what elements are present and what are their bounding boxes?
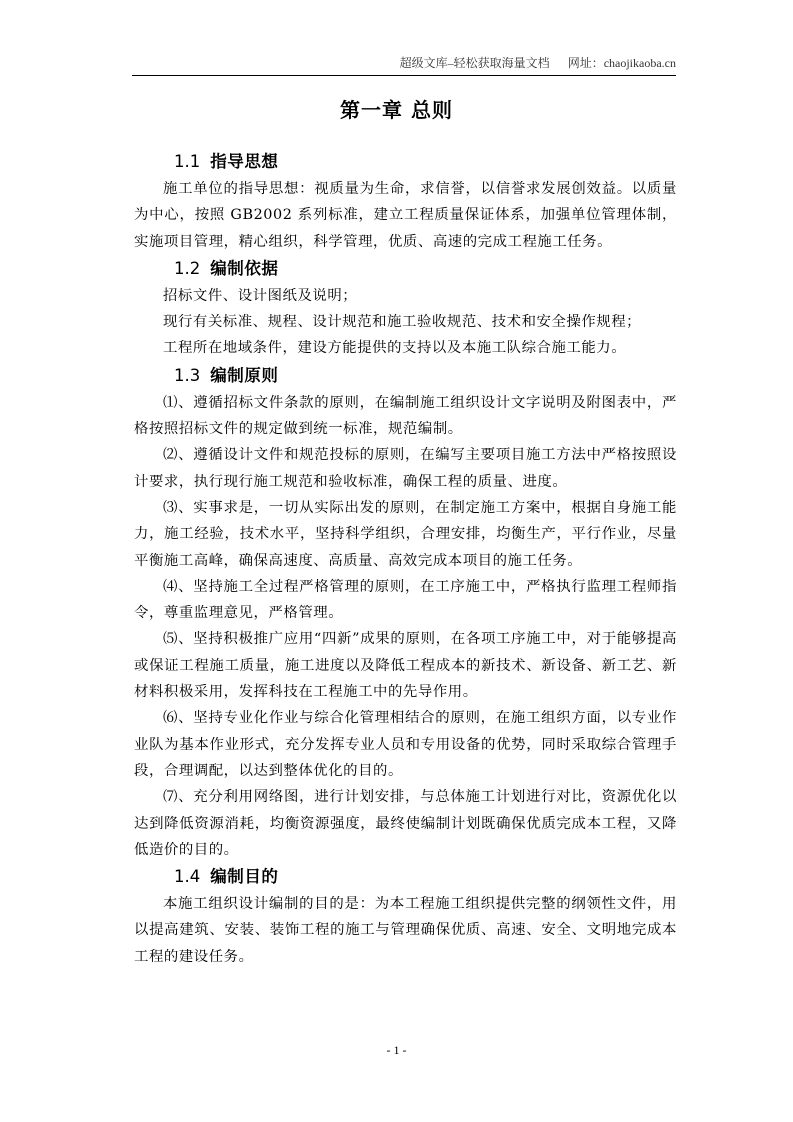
paragraph: 本施工组织设计编制的目的是：为本工程施工组织提供完整的纲领性文件，用以提高建筑、安装、装饰工程的施工与管理确保优质、高速、安全、文明地完成本工程的建设任务。 — [134, 896, 677, 965]
page-number: - 1 - — [386, 1043, 407, 1057]
section-heading — [134, 863, 677, 891]
document-body — [134, 148, 677, 970]
section-number: 1.3 — [174, 365, 201, 385]
section-compilation-principles — [134, 362, 677, 863]
paragraph: 施工单位的指导思想：视质量为生命，求信誉，以信誉求发展创效益。以质量为中心，按照 GB2002 系列标准，建立工程质量保证体系，加强单位管理体制，实施项目管理，精心组织，科学管理，优质、高速的完成工程施工任务。 — [134, 181, 677, 250]
section-heading — [134, 148, 677, 176]
section-title: 编制目的 — [210, 867, 279, 887]
chapter-title: 第一章 总则 — [340, 98, 453, 122]
principle-item: ⑺、充分利用网络图，进行计划安排，与总体施工计划进行对比，资源优化以达到降低资源消耗，均衡资源强度，最终使编制计划既确保优质完成本工程，又降低造价的目的。 — [134, 789, 677, 858]
paragraph: 工程所在地域条件，建设方能提供的支持以及本施工队综合施工能力。 — [163, 340, 627, 357]
section-guiding-ideology — [134, 148, 677, 255]
paragraph: 招标文件、设计图纸及说明； — [163, 287, 358, 304]
paragraph: 现行有关标准、规程、设计规范和施工验收规范、技术和安全操作规程； — [163, 314, 642, 331]
section-heading — [134, 255, 677, 283]
header-library-text: 超级文库–轻松获取海量文档 — [399, 56, 550, 70]
section-compilation-basis — [134, 255, 677, 362]
section-number: 1.1 — [174, 152, 201, 171]
section-number: 1.2 — [174, 258, 201, 278]
principle-item: ⑸、坚持积极推广应用“四新”成果的原则，在各项工序施工中，对于能够提高或保证工程施工质量，施工进度以及降低工程成本的新技术、新设备、新工艺、新材料积极采用，发挥科技在工程施工中的先导作用。 — [134, 631, 677, 701]
section-title: 指导思想 — [210, 152, 279, 171]
principle-item: ⑶、实事求是，一切从实际出发的原则，在制定施工方案中，根据自身施工能力，施工经验，技术水平，坚持科学组织，合理安排，均衡生产，平行作业，尽量平衡施工高峰，确保高速度、高质量、高效完成本项目的施工任务。 — [134, 499, 677, 569]
principle-item: ⑷、坚持施工全过程严格管理的原则，在工序施工中，严格执行监理工程师指令，尊重监理意见，严格管理。 — [134, 578, 677, 622]
section-title: 编制原则 — [210, 365, 279, 385]
principle-item: ⑵、遵循设计文件和规范投标的原则，在编写主要项目施工方法中严格按照设计要求，执行现行施工规范和验收标准，确保工程的质量、进度。 — [134, 447, 677, 490]
principle-item: ⑹、坚持专业化作业与综合化管理相结合的原则，在施工组织方面，以专业作业队为基本作业形式，充分发挥专业人员和专用设备的优势，同时采取综合管理手段，合理调配，以达到整体优化的目的。 — [134, 710, 677, 779]
principle-item: ⑴、遵循招标文件条款的原则，在编制施工组织设计文字说明及附图表中，严格按照招标文件的规定做到统一标准，规范编制。 — [134, 394, 677, 438]
section-title: 编制依据 — [210, 258, 279, 278]
section-heading — [134, 362, 677, 390]
section-compilation-purpose — [134, 863, 677, 970]
page-header — [132, 56, 676, 76]
header-site-text: 网址：chaojikaoba.cn — [567, 56, 676, 70]
section-number: 1.4 — [174, 867, 201, 887]
